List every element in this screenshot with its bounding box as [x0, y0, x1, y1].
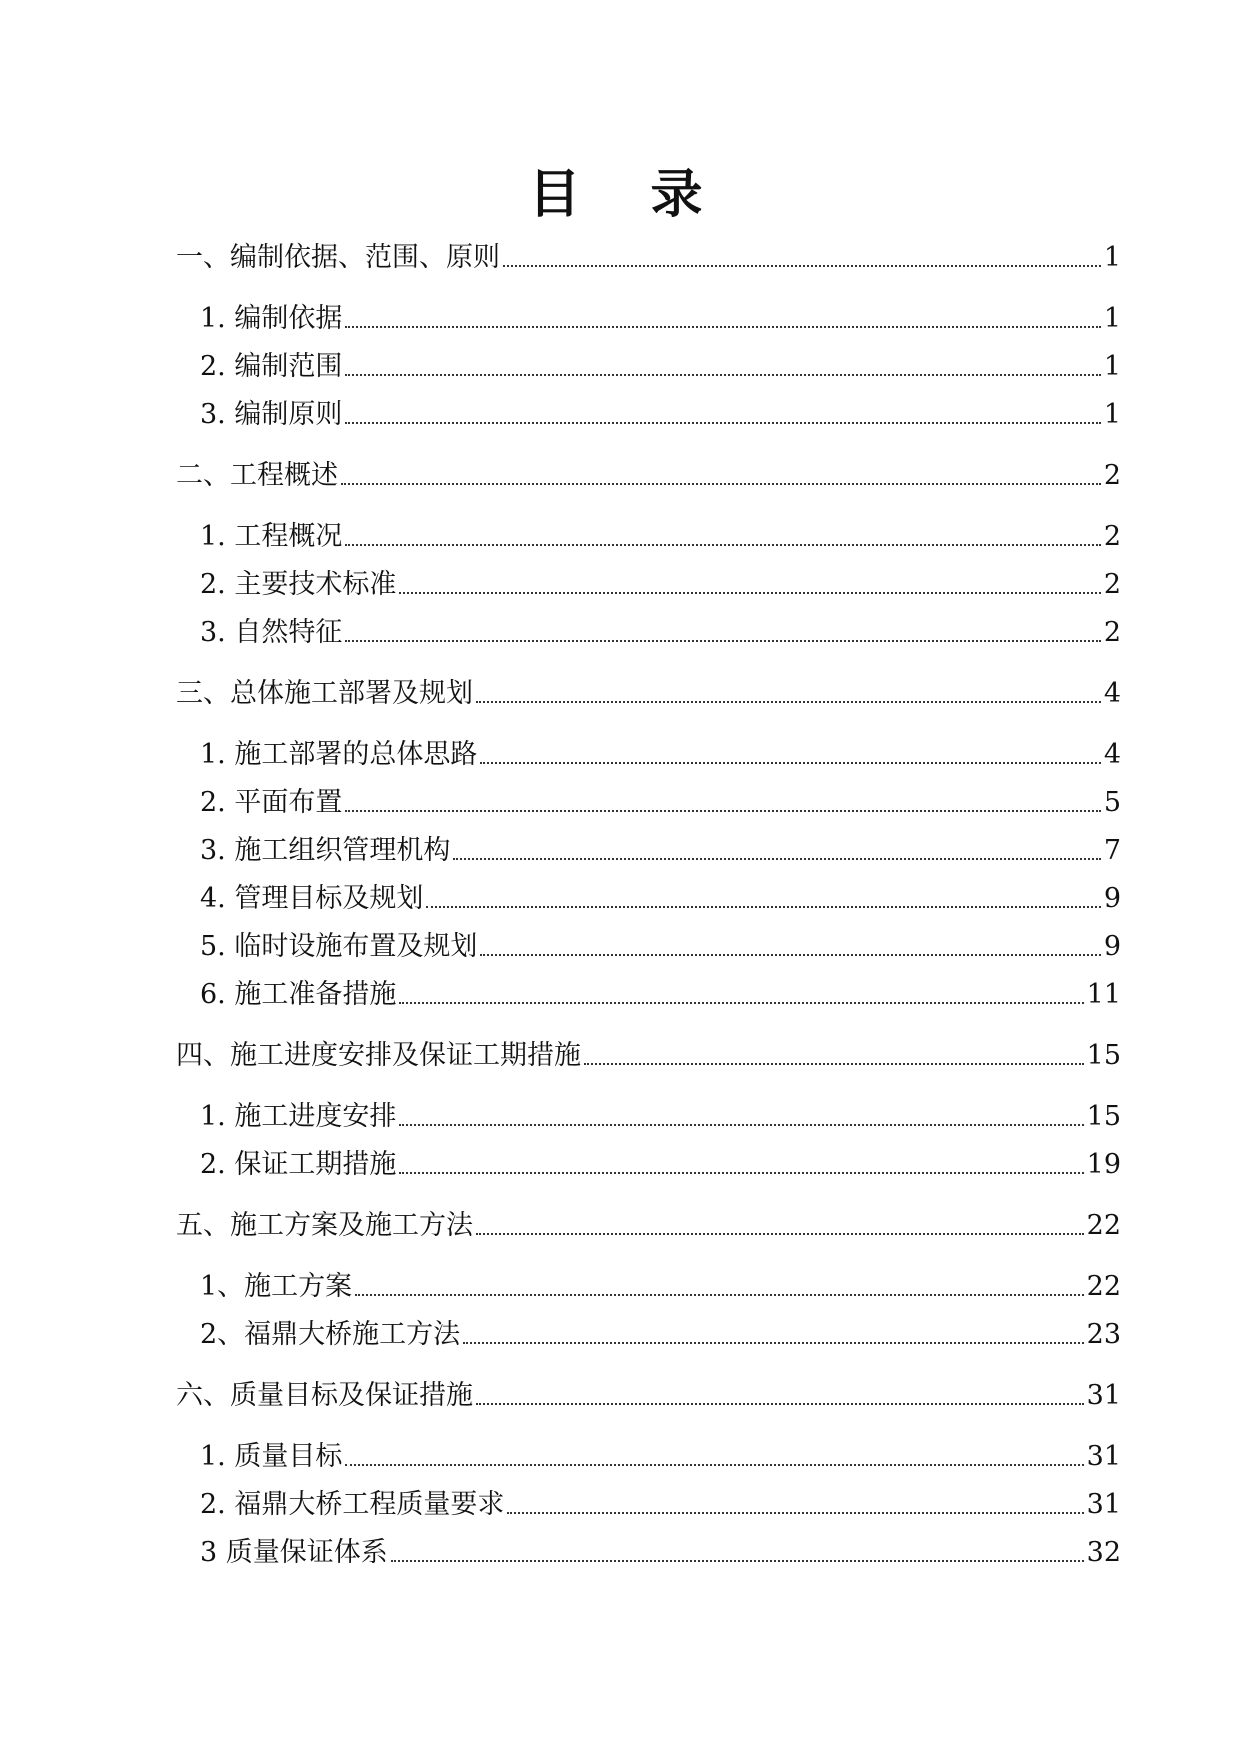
- dot-leader: [399, 592, 1100, 594]
- dot-leader: [480, 954, 1100, 956]
- toc-entry-label: 二、工程概述: [176, 460, 338, 491]
- toc-section-1[interactable]: [176, 240, 1121, 276]
- dot-leader: [345, 544, 1100, 546]
- toc-page-number: 2: [1103, 460, 1121, 491]
- toc-page-number: 1: [1103, 242, 1121, 273]
- toc-entry-label: 6. 施工准备措施: [200, 979, 397, 1010]
- toc-page-number: 15: [1086, 1101, 1121, 1132]
- toc-entry-label: 3. 编制原则: [200, 399, 343, 430]
- dot-leader: [345, 374, 1100, 376]
- toc-entry-label: 3. 自然特征: [200, 617, 343, 648]
- toc-entry-label: 一、编制依据、范围、原则: [176, 242, 500, 273]
- toc-entry-label: 1. 编制依据: [200, 303, 343, 334]
- dot-leader: [399, 1124, 1083, 1126]
- toc-section-6[interactable]: [176, 1378, 1121, 1414]
- dot-leader: [476, 1233, 1084, 1235]
- toc-subsection-6-3[interactable]: [200, 1535, 1121, 1571]
- toc-page-number: 31: [1086, 1441, 1121, 1472]
- toc-entry-label: 三、总体施工部署及规划: [176, 678, 473, 709]
- toc-subsection-6-2[interactable]: [200, 1487, 1121, 1523]
- toc-subsection-3-4[interactable]: [200, 881, 1121, 917]
- dot-leader: [584, 1063, 1084, 1065]
- toc-subsection-2-1[interactable]: [200, 519, 1121, 555]
- toc-page-number: 32: [1086, 1537, 1121, 1568]
- toc-page-number: 1: [1103, 303, 1121, 334]
- toc-section-4[interactable]: [176, 1038, 1121, 1074]
- toc-entry-label: 2. 主要技术标准: [200, 569, 397, 600]
- toc-subsection-3-1[interactable]: [200, 737, 1121, 773]
- toc-entry-label: 1. 质量目标: [200, 1441, 343, 1472]
- toc-page-number: 31: [1086, 1380, 1121, 1411]
- toc-entry-label: 2. 福鼎大桥工程质量要求: [200, 1489, 505, 1520]
- toc-page-number: 1: [1103, 351, 1121, 382]
- dot-leader: [345, 326, 1100, 328]
- toc-subsection-4-1[interactable]: [200, 1099, 1121, 1135]
- toc-subsection-5-1[interactable]: [200, 1269, 1121, 1305]
- toc-page-number: 2: [1103, 617, 1121, 648]
- toc-entry-label: 2. 平面布置: [200, 787, 343, 818]
- toc-entry-label: 五、施工方案及施工方法: [176, 1210, 473, 1241]
- toc-page-number: 5: [1103, 787, 1121, 818]
- toc-page-number: 31: [1086, 1489, 1121, 1520]
- toc-subsection-1-1[interactable]: [200, 301, 1121, 337]
- toc-subsection-3-3[interactable]: [200, 833, 1121, 869]
- toc-page-number: 2: [1103, 521, 1121, 552]
- title-char-1: 目: [528, 164, 591, 225]
- toc-entry-label: 1. 施工进度安排: [200, 1101, 397, 1132]
- dot-leader: [345, 640, 1100, 642]
- toc-subsection-2-2[interactable]: [200, 567, 1121, 603]
- dot-leader: [476, 1403, 1084, 1405]
- toc-page-number: 22: [1086, 1271, 1121, 1302]
- toc-section-3[interactable]: [176, 676, 1121, 712]
- dot-leader: [345, 1464, 1083, 1466]
- toc-page-number: 2: [1103, 569, 1121, 600]
- toc-entry-label: 2、福鼎大桥施工方法: [200, 1319, 461, 1350]
- toc-page-number: 15: [1086, 1040, 1121, 1071]
- toc-page-number: 9: [1103, 883, 1121, 914]
- toc-entry-label: 四、施工进度安排及保证工期措施: [176, 1040, 581, 1071]
- toc-subsection-5-2[interactable]: [200, 1317, 1121, 1353]
- dot-leader: [345, 810, 1100, 812]
- dot-leader: [503, 265, 1101, 267]
- dot-leader: [345, 422, 1100, 424]
- toc-subsection-3-2[interactable]: [200, 785, 1121, 821]
- toc-entry-label: 1、施工方案: [200, 1271, 353, 1302]
- toc-entry-label: 5. 临时设施布置及规划: [200, 931, 478, 962]
- toc-entry-label: 1. 施工部署的总体思路: [200, 739, 478, 770]
- toc-subsection-4-2[interactable]: [200, 1147, 1121, 1183]
- dot-leader: [463, 1342, 1083, 1344]
- toc-subsection-1-3[interactable]: [200, 397, 1121, 433]
- dot-leader: [391, 1560, 1084, 1562]
- toc-page-number: 7: [1103, 835, 1121, 866]
- dot-leader: [476, 701, 1101, 703]
- dot-leader: [480, 762, 1100, 764]
- dot-leader: [507, 1512, 1083, 1514]
- toc-entry-label: 4. 管理目标及规划: [200, 883, 424, 914]
- toc-subsection-3-6[interactable]: [200, 977, 1121, 1013]
- dot-leader: [355, 1294, 1083, 1296]
- title-char-2: 录: [650, 164, 713, 225]
- toc-subsection-1-2[interactable]: [200, 349, 1121, 385]
- toc-page-number: 9: [1103, 931, 1121, 962]
- toc-entry-label: 2. 保证工期措施: [200, 1149, 397, 1180]
- toc-page-number: 4: [1103, 739, 1121, 770]
- dot-leader: [426, 906, 1100, 908]
- toc-subsection-3-5[interactable]: [200, 929, 1121, 965]
- toc-page-number: 23: [1086, 1319, 1121, 1350]
- toc-section-2[interactable]: [176, 458, 1121, 494]
- toc-page-number: 11: [1086, 979, 1121, 1010]
- page-title: [0, 160, 1241, 230]
- toc-entry-label: 六、质量目标及保证措施: [176, 1380, 473, 1411]
- dot-leader: [399, 1172, 1083, 1174]
- toc-page-number: 1: [1103, 399, 1121, 430]
- toc-page-number: 22: [1086, 1210, 1121, 1241]
- toc-section-5[interactable]: [176, 1208, 1121, 1244]
- toc-entry-label: 1. 工程概况: [200, 521, 343, 552]
- toc-entry-label: 3. 施工组织管理机构: [200, 835, 451, 866]
- dot-leader: [341, 483, 1101, 485]
- dot-leader: [399, 1002, 1083, 1004]
- toc-entry-label: 3 质量保证体系: [200, 1537, 388, 1568]
- dot-leader: [453, 858, 1100, 860]
- toc-subsection-6-1[interactable]: [200, 1439, 1121, 1475]
- toc-subsection-2-3[interactable]: [200, 615, 1121, 651]
- toc-entry-label: 2. 编制范围: [200, 351, 343, 382]
- toc-page-number: 19: [1086, 1149, 1121, 1180]
- toc-page-number: 4: [1103, 678, 1121, 709]
